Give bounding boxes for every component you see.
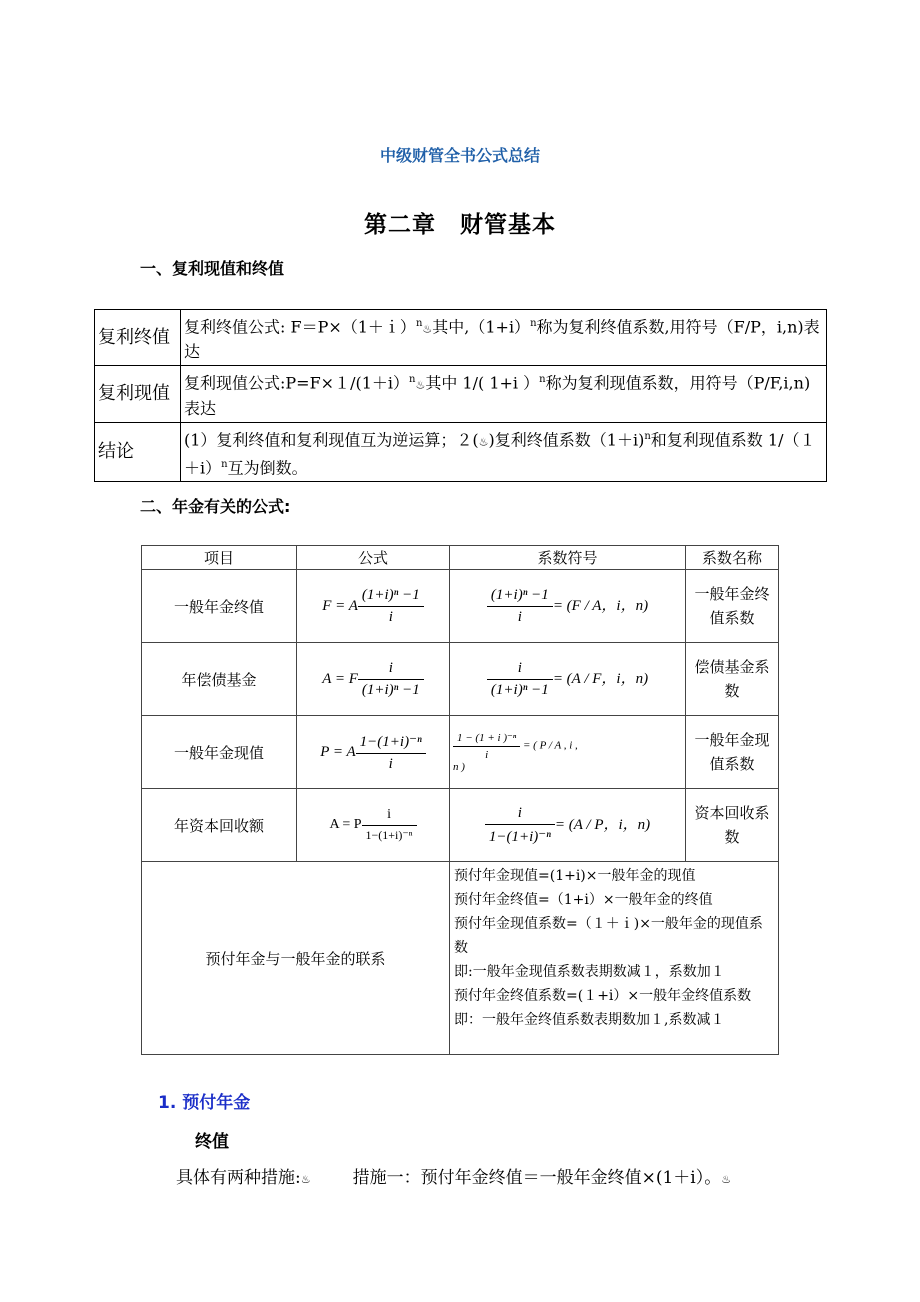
- table-row: [95, 310, 827, 366]
- table-row: [142, 862, 779, 1055]
- row-label: 结论: [95, 422, 181, 482]
- formula-cell: A = P $\frac{i}{\text{1−(1+i)⁻ⁿ}}$: [297, 789, 450, 862]
- link-label-cell: 预付年金与一般年金的联系: [142, 862, 450, 1055]
- header-name: 系数名称: [686, 546, 779, 570]
- item-cell: 年资本回收额: [142, 789, 297, 862]
- sub-heading: 终值: [195, 1132, 229, 1152]
- row-label: 复利终值: [95, 310, 181, 366]
- row-text: 复利终值公式: F＝P×（1＋ｉ）$^n$♨其中$,(1+i)^n$称为复利终值系数,用符号（F/P，i,n)表达: [181, 310, 827, 366]
- compound-interest-table: [94, 309, 827, 482]
- symbol-cell: $\frac{i}{\text{(1+i)ⁿ −1}}$ = (A / F，i，n): [450, 643, 686, 716]
- symbol-cell: $\frac{\text{(1+i)ⁿ −1}}{i}$ = (F / A，i，n): [450, 570, 686, 643]
- header-formula: 公式: [297, 546, 450, 570]
- section3-heading: 1. 预付年金: [158, 1093, 251, 1113]
- section2-heading: 二、年金有关的公式:: [140, 497, 291, 516]
- chapter-title: 第二章 财管基本: [364, 212, 556, 238]
- symbol-cell: $\frac{\text{1 − (1 + i )⁻ⁿ}}{i}$ = ( P / A , i , n ): [450, 716, 686, 789]
- coef-name-cell: 资本回收系数: [686, 789, 779, 862]
- table-row: [142, 643, 779, 716]
- annuity-table: [141, 545, 779, 1055]
- coef-name-cell: 一般年金现值系数: [686, 716, 779, 789]
- body-line: 具体有两种措施:♨ 措施一：预付年金终值＝一般年金终值×(1＋i）。♨: [176, 1168, 732, 1188]
- row-text: (1）复利终值和复利现值互为逆运算；２(♨)复利终值系数（1＋i)$^n$和复利现值系数 $1/(1+i)^n$互为倒数。: [181, 422, 827, 482]
- coef-name-cell: 偿债基金系数: [686, 643, 779, 716]
- formula-cell: P = A $\frac{\text{1−(1+i)⁻ⁿ}}{i}$: [297, 716, 450, 789]
- doc-title: 中级财管全书公式总结: [379, 146, 540, 165]
- formula-cell: A = F $\frac{i}{\text{(1+i)ⁿ −1}}$: [297, 643, 450, 716]
- coef-name-cell: 一般年金终值系数: [686, 570, 779, 643]
- symbol-cell: $\frac{i}{\text{1−(1+i)⁻ⁿ}}$ = (A / P，i，n): [450, 789, 686, 862]
- row-text: 复利现值公式:P=F×１/(1＋i）$^n$♨其中 1/( 1+i ）$^n$称为复利现值系数，用符号（P/F,i,n)表达: [181, 366, 827, 422]
- item-cell: 一般年金终值: [142, 570, 297, 643]
- table-row: [95, 422, 827, 482]
- table-row: [142, 789, 779, 862]
- table-row: [142, 570, 779, 643]
- header-item: 项目: [142, 546, 297, 570]
- table-row: [142, 716, 779, 789]
- row-label: 复利现值: [95, 366, 181, 422]
- item-cell: 年偿债基金: [142, 643, 297, 716]
- item-cell: 一般年金现值: [142, 716, 297, 789]
- table-row: [95, 366, 827, 422]
- table-header-row: [142, 546, 779, 570]
- header-symbol: 系数符号: [450, 546, 686, 570]
- section1-heading: 一、复利现值和终值: [140, 259, 285, 278]
- link-text-cell: 预付年金现值=(1+i)×一般年金的现值 预付年金终值=（1+i）×一般年金的终值 预付年金现值系数=（１＋ｉ)×一般年金的现值系数 即:一般年金现值系数表期数减１，系数加１ 预付年金终值系数=(１+i）×一般年金终值系数 即：一般年金终值系数表期数加１,系数减１: [450, 862, 779, 1055]
- formula-cell: F = A $\frac{\text{(1+i)ⁿ −1}}{i}$: [297, 570, 450, 643]
